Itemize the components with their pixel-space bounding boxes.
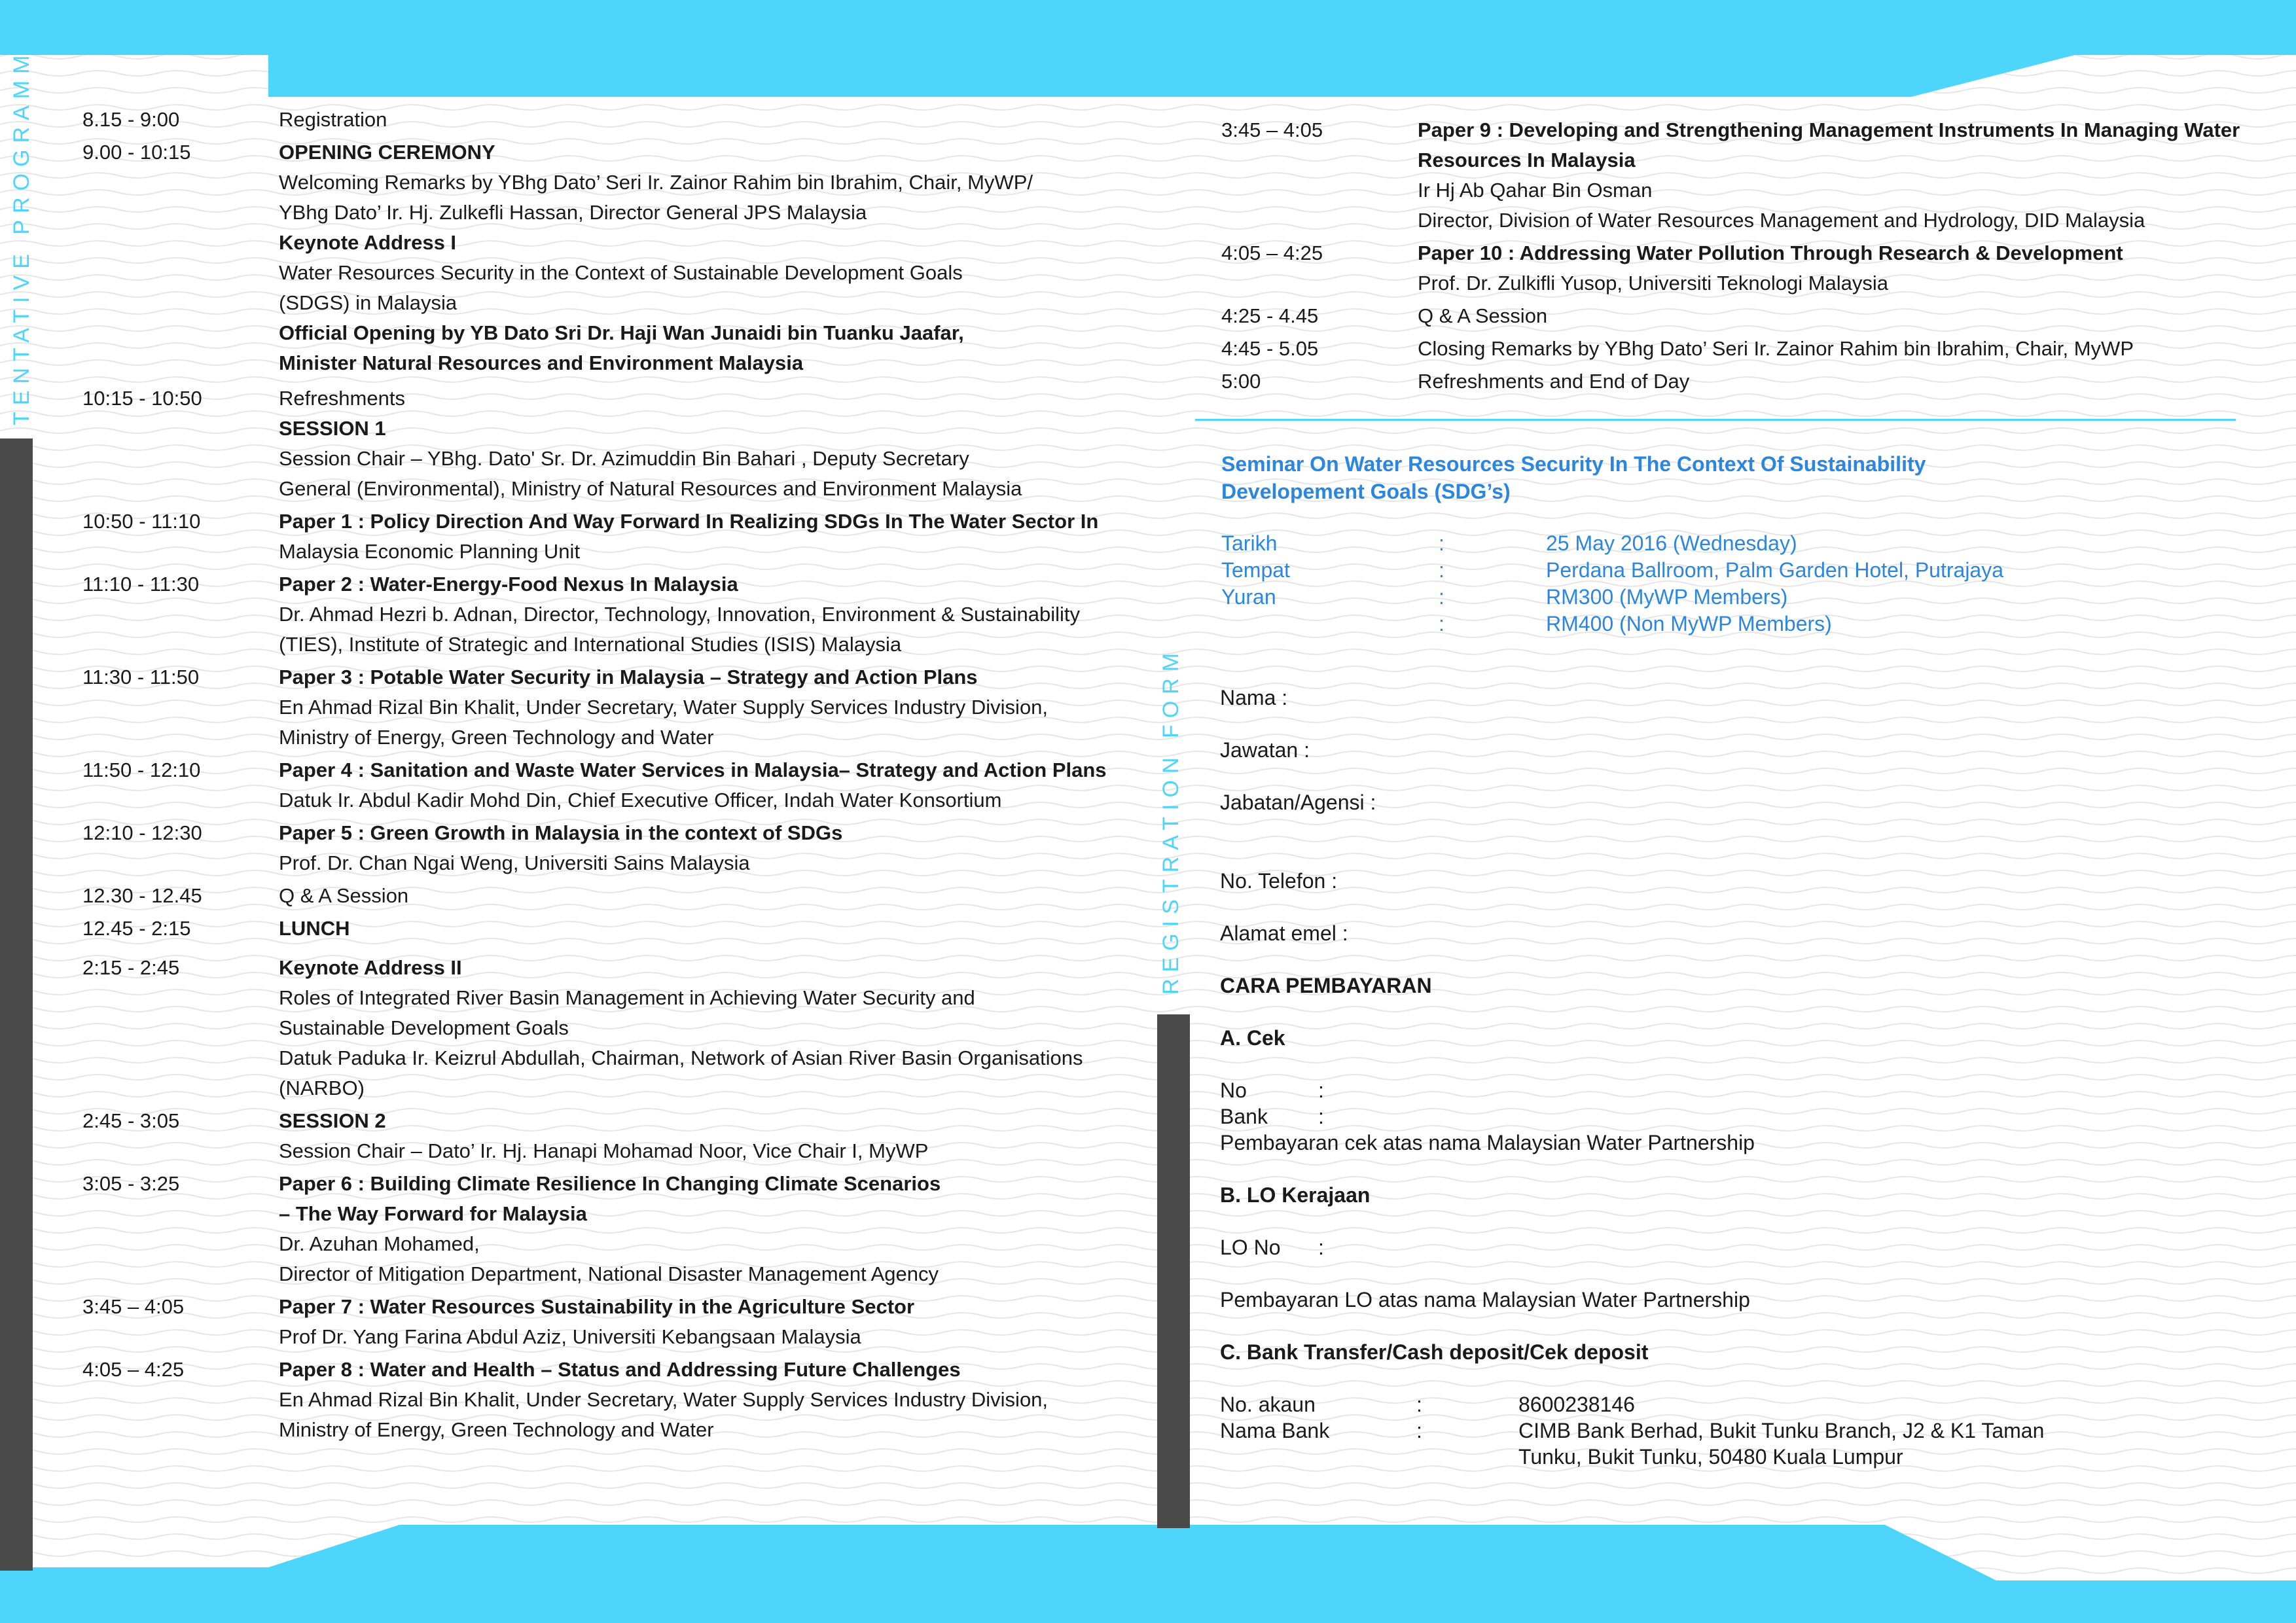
programme-time: 5:00	[1221, 370, 1261, 393]
programme-line: Datuk Ir. Abdul Kadir Mohd Din, Chief Executive Officer, Indah Water Konsortium	[279, 789, 1002, 812]
programme-time: 2:45 - 3:05	[82, 1109, 180, 1132]
programme-line: Sustainable Development Goals	[279, 1016, 569, 1039]
lo-note: Pembayaran LO atas nama Malaysian Water Partnership	[1220, 1288, 1750, 1311]
detail-value: RM300 (MyWP Members)	[1546, 585, 1788, 609]
jabatan-field[interactable]: Jabatan/Agensi :	[1220, 791, 1376, 814]
right-dark-bar	[1157, 1014, 1190, 1528]
cek-heading: A. Cek	[1220, 1026, 1285, 1050]
programme-time: 4:05 – 4:25	[1221, 241, 1323, 264]
bank-transfer-heading: C. Bank Transfer/Cash deposit/Cek deposit	[1220, 1340, 1649, 1364]
programme-line: Refreshments and End of Day	[1418, 370, 1690, 393]
programme-line: Paper 1 : Policy Direction And Way Forward In Realizing SDGs In The Water Sector In	[279, 510, 1099, 533]
cek-no-sep: :	[1318, 1079, 1324, 1102]
tentative-programme-label: TENTATIVE PROGRAMME	[9, 27, 34, 425]
registration-form-label: REGISTRATION FORM	[1158, 646, 1183, 995]
wave-line	[0, 1483, 2296, 1488]
programme-line: (SDGS) in Malaysia	[279, 291, 457, 314]
detail-sep: :	[1439, 558, 1444, 582]
programme-line: Welcoming Remarks by YBhg Dato’ Seri Ir. Zainor Rahim bin Ibrahim, Chair, MyWP/	[279, 171, 1033, 194]
programme-line: Paper 8 : Water and Health – Status and Addressing Future Challenges	[279, 1358, 961, 1381]
nama-field[interactable]: Nama :	[1220, 686, 1288, 709]
akaun-sep: :	[1416, 1393, 1422, 1416]
detail-label: Yuran	[1221, 585, 1276, 609]
programme-line: OPENING CEREMONY	[279, 141, 495, 164]
programme-time: 4:45 - 5.05	[1221, 337, 1319, 360]
programme-time: 12.45 - 2:15	[82, 917, 191, 940]
detail-value: RM400 (Non MyWP Members)	[1546, 612, 1832, 635]
cek-note: Pembayaran cek atas nama Malaysian Water Partnership	[1220, 1131, 1755, 1154]
programme-time: 3:45 – 4:05	[82, 1295, 185, 1318]
wave-line	[0, 1500, 2296, 1505]
programme-time: 3:05 - 3:25	[82, 1172, 180, 1195]
form-title-line1: Seminar On Water Resources Security In The Context Of Sustainability	[1221, 452, 1926, 476]
programme-line: Ministry of Energy, Green Technology and Water	[279, 726, 714, 749]
programme-line: Minister Natural Resources and Environment Malaysia	[279, 351, 804, 374]
programme-line: Paper 7 : Water Resources Sustainability in the Agriculture Sector	[279, 1295, 915, 1318]
detail-value: 25 May 2016 (Wednesday)	[1546, 531, 1797, 555]
programme-line: Keynote Address II	[279, 956, 462, 979]
programme-line: Ir Hj Ab Qahar Bin Osman	[1418, 179, 1653, 202]
detail-sep: :	[1439, 585, 1444, 609]
nama-bank-value-line2: Tunku, Bukit Tunku, 50480 Kuala Lumpur	[1518, 1445, 1903, 1469]
programme-line: (TIES), Institute of Strategic and International Studies (ISIS) Malaysia	[279, 633, 902, 656]
wave-line	[0, 1449, 2296, 1454]
programme-line: Roles of Integrated River Basin Management in Achieving Water Security and	[279, 986, 975, 1009]
programme-line: Ministry of Energy, Green Technology and Water	[279, 1418, 714, 1441]
programme-time: 10:15 - 10:50	[82, 387, 202, 410]
cek-no-label: No	[1220, 1079, 1247, 1102]
programme-line: Paper 6 : Building Climate Resilience In Changing Climate Scenarios	[279, 1172, 941, 1195]
telefon-field[interactable]: No. Telefon :	[1220, 869, 1338, 893]
programme-line: General (Environmental), Ministry of Natural Resources and Environment Malaysia	[279, 477, 1022, 500]
programme-time: 10:50 - 11:10	[82, 510, 201, 533]
jawatan-field[interactable]: Jawatan :	[1220, 738, 1310, 762]
detail-sep: :	[1439, 612, 1444, 635]
programme-line: Prof. Dr. Chan Ngai Weng, Universiti Sains Malaysia	[279, 851, 750, 874]
detail-label: Tempat	[1221, 558, 1290, 582]
detail-label: Tarikh	[1221, 531, 1278, 555]
programme-line: En Ahmad Rizal Bin Khalit, Under Secretary, Water Supply Services Industry Division,	[279, 1388, 1049, 1411]
programme-line: Water Resources Security in the Context of Sustainable Development Goals	[279, 261, 963, 284]
programme-line: Session Chair – YBhg. Dato' Sr. Dr. Azimuddin Bin Bahari , Deputy Secretary	[279, 447, 969, 470]
programme-line: (NARBO)	[279, 1077, 365, 1099]
programme-line: SESSION 1	[279, 417, 386, 440]
programme-line: Paper 9 : Developing and Strengthening Management Instruments In Managing Water	[1418, 118, 2240, 141]
payment-heading: CARA PEMBAYARAN	[1220, 974, 1432, 997]
form-title	[1221, 450, 1926, 505]
programme-time: 8.15 - 9:00	[82, 108, 180, 131]
programme-time: 11:50 - 12:10	[82, 758, 201, 781]
cek-bank-label: Bank	[1220, 1105, 1268, 1128]
detail-sep: :	[1439, 531, 1444, 555]
emel-field[interactable]: Alamat emel :	[1220, 921, 1348, 945]
nama-bank-label: Nama Bank	[1220, 1419, 1330, 1442]
programme-line: Closing Remarks by YBhg Dato’ Seri Ir. Zainor Rahim bin Ibrahim, Chair, MyWP	[1418, 337, 2134, 360]
programme-line: Resources In Malaysia	[1418, 149, 1636, 171]
programme-line: LUNCH	[279, 917, 350, 940]
programme-line: SESSION 2	[279, 1109, 386, 1132]
programme-line: Refreshments	[279, 387, 405, 410]
programme-time: 2:15 - 2:45	[82, 956, 180, 979]
programme-line: Paper 5 : Green Growth in Malaysia in the context of SDGs	[279, 821, 843, 844]
programme-line: Q & A Session	[279, 884, 409, 907]
programme-time: 3:45 – 4:05	[1221, 118, 1323, 141]
programme-line: Registration	[279, 108, 387, 131]
top-band	[0, 0, 2296, 98]
programme-time: 4:25 - 4.45	[1221, 304, 1319, 327]
programme-time: 4:05 – 4:25	[82, 1358, 185, 1381]
programme-time: 11:30 - 11:50	[82, 666, 200, 688]
programme-line: YBhg Dato’ Ir. Hj. Zulkefli Hassan, Director General JPS Malaysia	[279, 201, 867, 224]
programme-line: Paper 3 : Potable Water Security in Malaysia – Strategy and Action Plans	[279, 666, 978, 688]
detail-value: Perdana Ballroom, Palm Garden Hotel, Putrajaya	[1546, 558, 2004, 582]
section-divider	[1195, 419, 2236, 421]
programme-line: Official Opening by YB Dato Sri Dr. Haji Wan Junaidi bin Tuanku Jaafar,	[279, 321, 964, 344]
nama-bank-value-line1: CIMB Bank Berhad, Bukit Tunku Branch, J2 & K1 Taman	[1518, 1419, 2045, 1442]
lo-no-label: LO No	[1220, 1236, 1281, 1259]
wave-line	[0, 1466, 2296, 1471]
programme-line: Paper 2 : Water-Energy-Food Nexus In Malaysia	[279, 573, 738, 596]
programme-line: Dr. Ahmad Hezri b. Adnan, Director, Technology, Innovation, Environment & Sustainability	[279, 603, 1081, 626]
programme-line: Session Chair – Dato’ Ir. Hj. Hanapi Mohamad Noor, Vice Chair I, MyWP	[279, 1139, 929, 1162]
wave-line	[0, 1517, 2296, 1522]
programme-time: 12:10 - 12:30	[82, 821, 202, 844]
programme-time: 9.00 - 10:15	[82, 141, 191, 164]
lo-heading: B. LO Kerajaan	[1220, 1183, 1371, 1207]
programme-time: 11:10 - 11:30	[82, 573, 200, 596]
nama-bank-sep: :	[1416, 1419, 1422, 1442]
programme-line: Keynote Address I	[279, 231, 457, 254]
programme-line: En Ahmad Rizal Bin Khalit, Under Secretary, Water Supply Services Industry Division,	[279, 696, 1049, 719]
programme-line: Prof Dr. Yang Farina Abdul Aziz, Universiti Kebangsaan Malaysia	[279, 1325, 861, 1348]
programme-time: 12.30 - 12.45	[82, 884, 202, 907]
programme-line: Director of Mitigation Department, National Disaster Management Agency	[279, 1262, 939, 1285]
form-title-line2: Developement Goals (SDG’s)	[1221, 480, 1511, 503]
programme-line: Q & A Session	[1418, 304, 1548, 327]
programme-line: – The Way Forward for Malaysia	[279, 1202, 587, 1225]
programme-line: Datuk Paduka Ir. Keizrul Abdullah, Chairman, Network of Asian River Basin Organisations	[279, 1046, 1083, 1069]
programme-line: Director, Division of Water Resources Management and Hydrology, DID Malaysia	[1418, 209, 2145, 232]
programme-line: Paper 10 : Addressing Water Pollution Through Research & Development	[1418, 241, 2123, 264]
programme-line: Malaysia Economic Planning Unit	[279, 540, 581, 563]
programme-line: Paper 4 : Sanitation and Waste Water Services in Malaysia– Strategy and Action Plans	[279, 758, 1107, 781]
lo-no-sep: :	[1318, 1236, 1324, 1259]
akaun-label: No. akaun	[1220, 1393, 1316, 1416]
left-dark-bar	[0, 438, 33, 1571]
programme-line: Prof. Dr. Zulkifli Yusop, Universiti Teknologi Malaysia	[1418, 272, 1889, 294]
programme-line: Dr. Azuhan Mohamed,	[279, 1232, 480, 1255]
akaun-value: 8600238146	[1518, 1393, 1635, 1416]
cek-bank-sep: :	[1318, 1105, 1324, 1128]
